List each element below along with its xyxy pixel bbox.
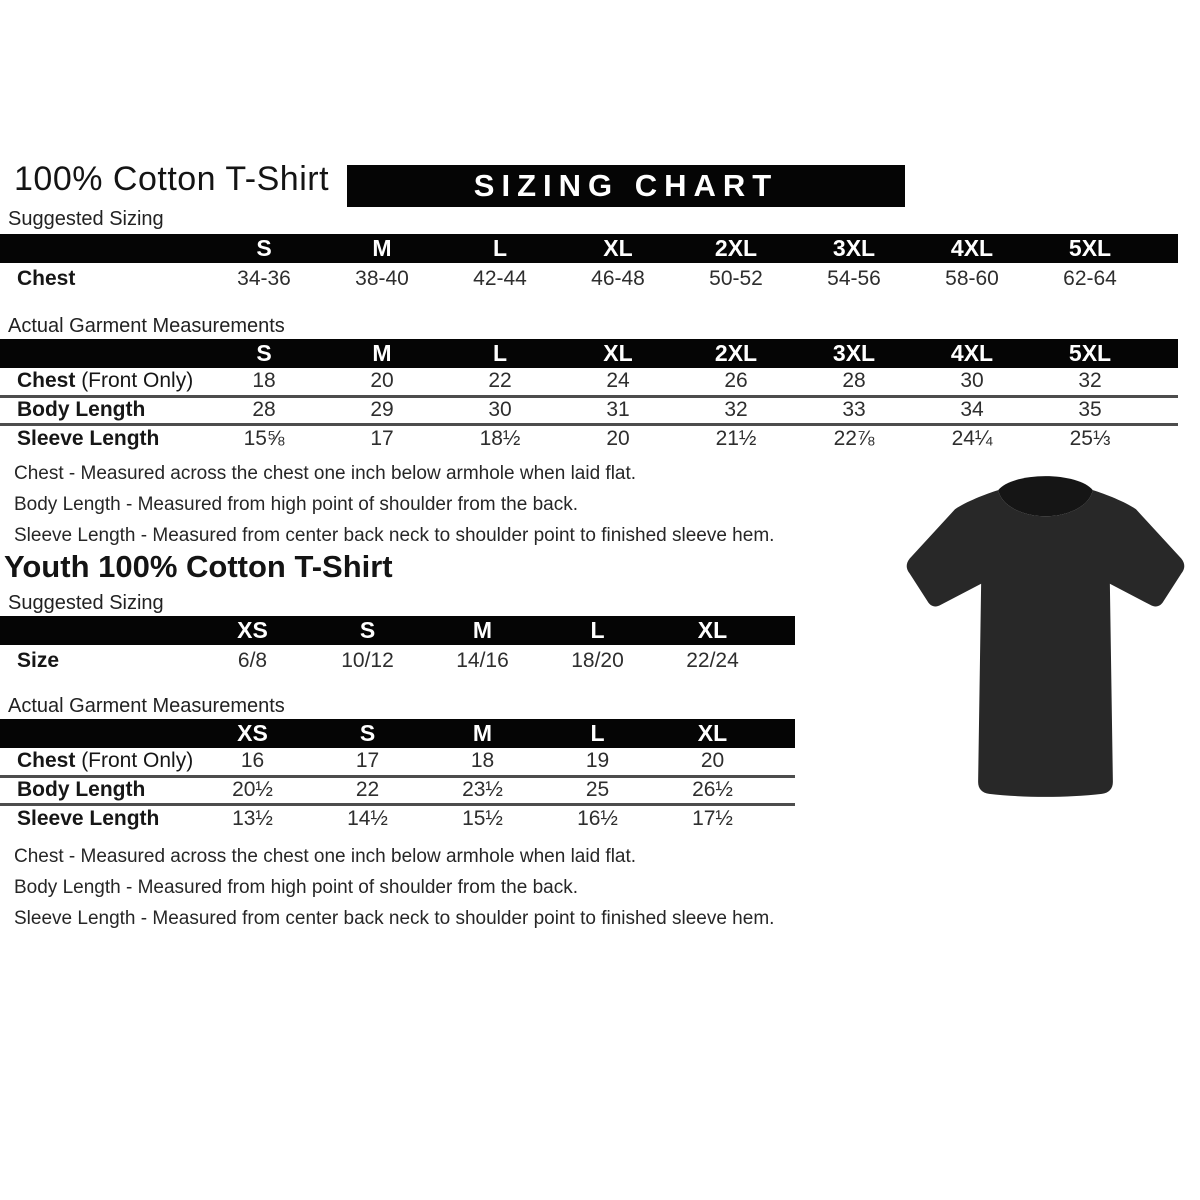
size-column-header: M xyxy=(425,616,540,645)
measurement-cell: 19 xyxy=(585,749,610,773)
size-column-header: XL xyxy=(655,616,770,645)
header-corner xyxy=(0,339,205,368)
row-spacer xyxy=(770,776,795,804)
measurement-cell: 50-52 xyxy=(709,266,763,290)
measurement-cell: 24¼ xyxy=(913,424,1031,452)
row-label: Chest (Front Only) xyxy=(17,749,194,773)
measurement-cell: 25 xyxy=(540,776,655,804)
measurement-cell: 34-36 xyxy=(237,266,291,290)
adult-suggested-sizing-label: Suggested Sizing xyxy=(8,208,164,230)
measurement-cell: 20½ xyxy=(195,776,310,804)
measurement-cell: 26½ xyxy=(655,776,770,804)
tshirt-image xyxy=(893,462,1198,814)
adult-actual-measurements-table xyxy=(0,339,1178,452)
measurement-cell: 54-56 xyxy=(827,266,881,290)
size-column-header: L xyxy=(540,719,655,748)
header-spacer xyxy=(1149,234,1178,263)
size-column-header: S xyxy=(310,616,425,645)
row-label: Body Length xyxy=(0,396,205,424)
header-corner xyxy=(0,234,205,263)
size-column-header: L xyxy=(540,616,655,645)
size-column-header: 3XL xyxy=(795,234,913,263)
measurement-cell: 42-44 xyxy=(473,266,527,290)
row-spacer xyxy=(770,804,795,832)
row-spacer xyxy=(1149,368,1178,396)
measurement-cell: 29 xyxy=(323,396,441,424)
youth-measurement-notes xyxy=(14,841,774,934)
header-row xyxy=(0,339,1178,368)
measurement-cell: 16½ xyxy=(540,804,655,832)
measurement-cell: 58-60 xyxy=(945,266,999,290)
size-column-header: M xyxy=(425,719,540,748)
measurement-cell: 22⅞ xyxy=(795,424,913,452)
size-column-header: S xyxy=(205,339,323,368)
measurement-cell: 10/12 xyxy=(341,648,394,672)
note-line: Body Length - Measured from high point of shoulder from the back. xyxy=(14,494,578,515)
size-column-header: 2XL xyxy=(677,234,795,263)
measurement-cell: 18 xyxy=(252,369,276,393)
size-column-header: 5XL xyxy=(1031,234,1149,263)
table-row xyxy=(0,748,795,776)
row-label: Chest xyxy=(17,266,76,290)
size-column-header: L xyxy=(441,234,559,263)
measurement-cell: 24 xyxy=(606,369,630,393)
size-column-header: 4XL xyxy=(913,234,1031,263)
header-row xyxy=(0,616,795,645)
header-spacer xyxy=(770,616,795,645)
measurement-cell: 17 xyxy=(323,424,441,452)
sizing-chart-banner: SIZING CHART xyxy=(347,165,905,207)
youth-title: Youth 100% Cotton T-Shirt xyxy=(4,549,393,584)
header-row xyxy=(0,234,1178,263)
measurement-cell: 28 xyxy=(842,369,866,393)
row-label: Chest (Front Only) xyxy=(17,369,194,393)
note-line: Sleeve Length - Measured from center back neck to shoulder point to finished sleeve hem. xyxy=(14,525,775,546)
measurement-cell: 30 xyxy=(441,396,559,424)
measurement-cell: 34 xyxy=(913,396,1031,424)
row-spacer xyxy=(1149,424,1178,452)
size-column-header: XL xyxy=(559,234,677,263)
table-row xyxy=(0,424,1178,452)
table-row xyxy=(0,368,1178,396)
size-column-header: 3XL xyxy=(795,339,913,368)
measurement-cell: 25⅓ xyxy=(1031,424,1149,452)
measurement-cell: 38-40 xyxy=(355,266,409,290)
size-column-header: M xyxy=(323,234,441,263)
measurement-cell: 20 xyxy=(559,424,677,452)
size-column-header: L xyxy=(441,339,559,368)
measurement-cell: 15½ xyxy=(425,804,540,832)
row-label: Sleeve Length xyxy=(0,424,205,452)
size-column-header: 2XL xyxy=(677,339,795,368)
measurement-cell: 46-48 xyxy=(591,266,645,290)
measurement-cell: 22 xyxy=(310,776,425,804)
table-row xyxy=(0,396,1178,424)
measurement-cell: 30 xyxy=(960,369,984,393)
measurement-cell: 15⅝ xyxy=(205,424,323,452)
adult-suggested-sizing-table xyxy=(0,234,1178,294)
size-column-header: M xyxy=(323,339,441,368)
size-column-header: XS xyxy=(195,616,310,645)
measurement-cell: 28 xyxy=(205,396,323,424)
size-column-header: XS xyxy=(195,719,310,748)
size-column-header: 5XL xyxy=(1031,339,1149,368)
youth-suggested-sizing-table xyxy=(0,616,795,676)
note-line: Chest - Measured across the chest one inch below armhole when laid flat. xyxy=(14,463,637,484)
measurement-cell: 17½ xyxy=(655,804,770,832)
row-label: Size xyxy=(17,648,60,672)
size-column-header: XL xyxy=(655,719,770,748)
note-line: Chest - Measured across the chest one inch below armhole when laid flat. xyxy=(14,846,637,867)
row-spacer xyxy=(1149,263,1178,294)
size-column-header: 4XL xyxy=(913,339,1031,368)
header-row xyxy=(0,719,795,748)
table-row xyxy=(0,645,795,676)
measurement-cell: 32 xyxy=(677,396,795,424)
adult-actual-measurements-label: Actual Garment Measurements xyxy=(8,315,285,337)
youth-actual-measurements-table xyxy=(0,719,795,832)
header-corner xyxy=(0,719,195,748)
row-spacer xyxy=(770,748,795,776)
header-spacer xyxy=(1149,339,1178,368)
row-label: Body Length xyxy=(0,776,195,804)
header-corner xyxy=(0,616,195,645)
measurement-cell: 16 xyxy=(240,749,265,773)
measurement-cell: 23½ xyxy=(425,776,540,804)
table-row xyxy=(0,263,1178,294)
measurement-cell: 17 xyxy=(355,749,380,773)
measurement-cell: 13½ xyxy=(195,804,310,832)
measurement-cell: 20 xyxy=(370,369,394,393)
youth-actual-measurements-label: Actual Garment Measurements xyxy=(8,695,285,717)
measurement-cell: 33 xyxy=(795,396,913,424)
tshirt-body xyxy=(907,490,1185,797)
measurement-cell: 18½ xyxy=(441,424,559,452)
size-column-header: S xyxy=(205,234,323,263)
measurement-cell: 22/24 xyxy=(686,648,739,672)
row-spacer xyxy=(1149,396,1178,424)
row-label: Sleeve Length xyxy=(0,804,195,832)
measurement-cell: 18 xyxy=(470,749,495,773)
measurement-cell: 21½ xyxy=(677,424,795,452)
measurement-cell: 20 xyxy=(700,749,725,773)
note-line: Body Length - Measured from high point of shoulder from the back. xyxy=(14,877,578,898)
measurement-cell: 26 xyxy=(724,369,748,393)
page-title: 100% Cotton T-Shirt xyxy=(14,160,330,198)
measurement-cell: 62-64 xyxy=(1063,266,1117,290)
size-column-header: XL xyxy=(559,339,677,368)
measurement-cell: 32 xyxy=(1078,369,1102,393)
row-spacer xyxy=(770,645,795,676)
note-line: Sleeve Length - Measured from center back neck to shoulder point to finished sleeve hem. xyxy=(14,908,775,929)
youth-suggested-sizing-label: Suggested Sizing xyxy=(8,592,164,614)
measurement-cell: 14½ xyxy=(310,804,425,832)
measurement-cell: 35 xyxy=(1031,396,1149,424)
table-row xyxy=(0,804,795,832)
measurement-cell: 6/8 xyxy=(237,648,268,672)
measurement-cell: 22 xyxy=(488,369,512,393)
header-spacer xyxy=(770,719,795,748)
adult-measurement-notes xyxy=(14,458,774,551)
table-row xyxy=(0,776,795,804)
measurement-cell: 14/16 xyxy=(456,648,509,672)
measurement-cell: 18/20 xyxy=(571,648,624,672)
size-column-header: S xyxy=(310,719,425,748)
measurement-cell: 31 xyxy=(559,396,677,424)
